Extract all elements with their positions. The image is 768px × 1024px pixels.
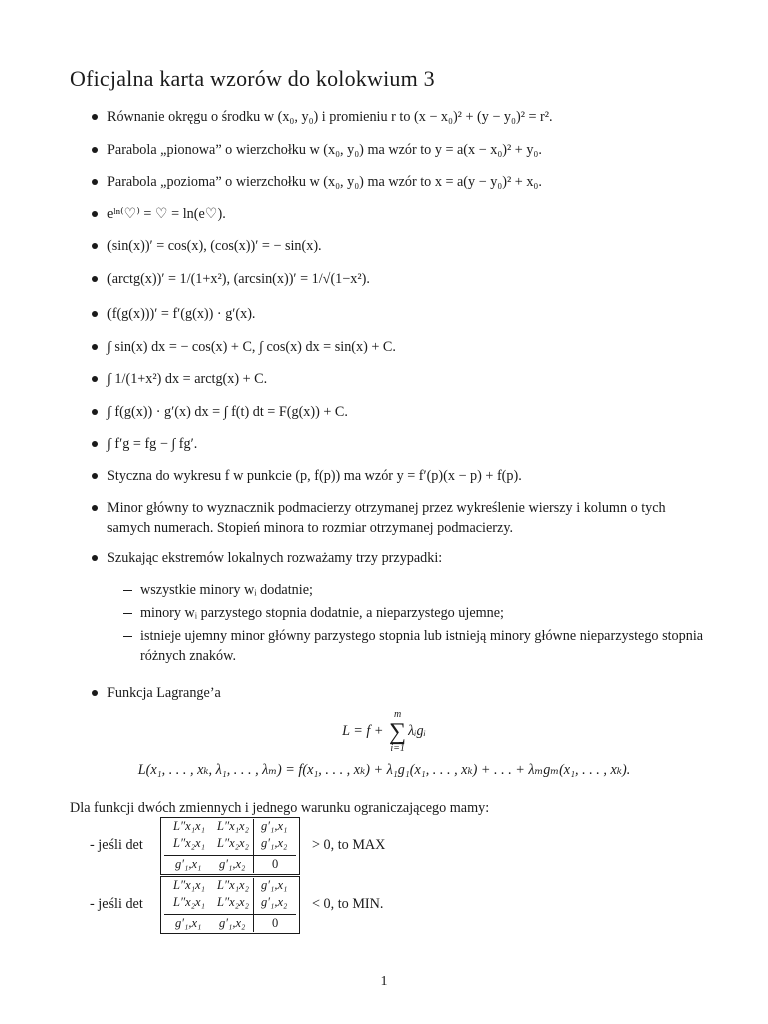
bullet-icon [92, 243, 98, 249]
bullet-icon [92, 211, 98, 217]
extrema-case-3: istnieje ujemny minor główny parzystego stopnia lub istnieją minory główne nieparzystego stopnia różnych znaków. [140, 628, 704, 664]
matrix-cell: g′₁,x₂ [261, 836, 288, 850]
bullet-icon [92, 311, 98, 317]
formula-item-circle: Równanie okręgu o środku w (x₀, y₀) i promieniu r to (x − x₀)² + (y − y₀)² = r². [107, 109, 553, 125]
dash-icon [123, 590, 132, 591]
formula-item-tangent-line: Styczna do wykresu f w punkcie (p, f(p)) ma wzór y = f′(p)(x − p) + f(p). [107, 468, 522, 484]
page-title: Oficjalna karta wzorów do kolokwium 3 [70, 66, 435, 91]
sum-lower-limit: i=1 [390, 742, 405, 754]
bullet-icon [92, 441, 98, 447]
bullet-icon [92, 179, 98, 185]
matrix-cell: g′₁,x₁ [175, 857, 202, 871]
matrix-vertical-divider [253, 819, 254, 873]
bullet-icon [92, 690, 98, 696]
bullet-icon [92, 473, 98, 479]
formula-item-extrema-cases: Szukając ekstremów lokalnych rozważamy trzy przypadki: [107, 550, 443, 566]
det-condition: < 0, to MIN. [312, 896, 384, 912]
formula-item-trig-derivatives: (sin(x))′ = cos(x), (cos(x))′ = − sin(x). [107, 238, 322, 254]
formula-item-chain-rule: (f(g(x)))′ = f′(g(x)) · g′(x). [107, 306, 256, 322]
bullet-icon [92, 555, 98, 561]
matrix-cell: g′₁,x₁ [261, 819, 288, 833]
bullet-icon [92, 505, 98, 511]
matrix-cell: L″x₁x₁ [173, 819, 205, 833]
bullet-icon [92, 344, 98, 350]
lagrange-expanded [0, 760, 768, 780]
formula-item-vertical-parabola: Parabola „pionowa” o wierzchołku w (x₀, y₀) ma wzór to y = a(x − x₀)² + y₀. [107, 142, 542, 158]
bullet-icon [92, 376, 98, 382]
formula-item-by-parts: ∫ f′g = fg − ∫ fg′. [107, 436, 198, 452]
formula-item-inverse-trig-derivatives: (arctg(x))′ = 1/(1+x²), (arcsin(x))′ = 1/√(1−x²). [107, 271, 370, 287]
formula-item-lagrange: Funkcja Lagrange’a [107, 685, 221, 701]
matrix-cell: L″x₁x₂ [217, 819, 249, 833]
bordered-hessian-matrix [160, 817, 300, 875]
matrix-horizontal-divider [164, 855, 296, 856]
sum-upper-limit: m [393, 708, 402, 720]
formula-item-arctg-integral: ∫ 1/(1+x²) dx = arctg(x) + C. [107, 371, 268, 387]
formula-item-principal-minor: Minor główny to wyznacznik podmacierzy otrzymanej przez wykreślenie wierszy i kolumn o tych samych numerach. Stopień minora to rozmiar otrzymanej podmacierzy. [107, 500, 666, 536]
matrix-cell: L″x₂x₁ [173, 895, 205, 909]
matrix-cell: g′₁,x₁ [261, 878, 288, 892]
matrix-cell: L″x₂x₂ [217, 895, 249, 909]
extrema-case-1: wszystkie minory wᵢ dodatnie; [140, 582, 313, 598]
two-variable-intro: Dla funkcji dwóch zmiennych i jednego warunku ograniczającego mamy: [70, 800, 490, 816]
matrix-vertical-divider [253, 878, 254, 932]
sum-term: λᵢgᵢ [408, 723, 426, 739]
det-label: - jeśli det [90, 837, 143, 853]
bullet-icon [92, 276, 98, 282]
bullet-icon [92, 114, 98, 120]
matrix-cell: L″x₁x₁ [173, 878, 205, 892]
formula-item-exp-ln: eˡⁿ⁽♡⁾ = ♡ = ln(e♡). [107, 206, 226, 222]
matrix-cell: 0 [272, 916, 279, 930]
lagrange-formula [0, 708, 768, 754]
matrix-cell: 0 [272, 857, 279, 871]
sigma-icon: ∑ [389, 718, 407, 745]
page-number: 1 [380, 974, 388, 989]
matrix-cell: g′₁,x₁ [175, 916, 202, 930]
bullet-icon [92, 409, 98, 415]
matrix-horizontal-divider [164, 914, 296, 915]
matrix-cell: L″x₂x₂ [217, 836, 249, 850]
lagrange-lhs: L = f + [342, 723, 388, 739]
formula-item-horizontal-parabola: Parabola „pozioma” o wierzchołku w (x₀, y₀) ma wzór to x = a(y − y₀)² + x₀. [107, 174, 542, 190]
formula-item-trig-integrals: ∫ sin(x) dx = − cos(x) + C, ∫ cos(x) dx = sin(x) + C. [107, 339, 396, 355]
bullet-icon [92, 147, 98, 153]
det-condition: > 0, to MAX [312, 837, 386, 853]
dash-icon [123, 636, 132, 637]
matrix-cell: g′₁,x₂ [219, 857, 246, 871]
matrix-cell: L″x₁x₂ [217, 878, 249, 892]
dash-icon [123, 613, 132, 614]
formula-item-substitution: ∫ f(g(x)) · g′(x) dx = ∫ f(t) dt = F(g(x)) + C. [107, 404, 348, 420]
summation-symbol [389, 710, 406, 754]
bordered-hessian-matrix [160, 876, 300, 934]
matrix-cell: g′₁,x₂ [219, 916, 246, 930]
extrema-case-2: minory wᵢ parzystego stopnia dodatnie, a nieparzystego ujemne; [140, 605, 504, 621]
matrix-cell: g′₁,x₂ [261, 895, 288, 909]
det-label: - jeśli det [90, 896, 143, 912]
matrix-cell: L″x₂x₁ [173, 836, 205, 850]
lagrange-expanded-text: L(x₁, . . . , xₖ, λ₁, . . . , λₘ) = f(x₁, . . . , xₖ) + λ₁g₁(x₁, . . . , xₖ) + . . . + λₘgₘ(x₁, . . . , xₖ). [137, 762, 631, 778]
